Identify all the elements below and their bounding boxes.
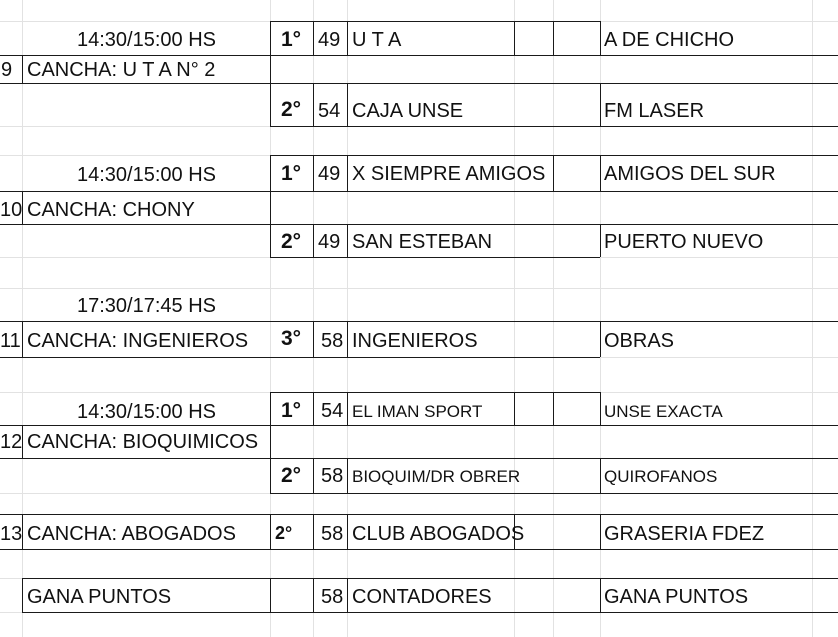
gridline [553, 0, 554, 637]
cell-border [347, 514, 348, 549]
cell-border [313, 321, 314, 357]
position: 3° [281, 327, 302, 350]
away-team: GANA PUNTOS [604, 586, 749, 608]
cell-border [553, 21, 554, 55]
position: 2° [281, 230, 302, 253]
cell-border [270, 578, 271, 612]
position: 1° [281, 28, 302, 51]
cell-border [514, 392, 515, 425]
cell-border [270, 155, 838, 156]
match-number: 12 [0, 431, 23, 453]
cell-border [313, 155, 314, 191]
cell-border [270, 392, 271, 493]
category: 58 [321, 465, 344, 487]
cell-border [313, 458, 314, 493]
cell-border [600, 224, 601, 257]
cell-border [0, 425, 838, 426]
away-team: AMIGOS DEL SUR [604, 163, 776, 185]
cancha-label: CANCHA: CHONY [27, 199, 195, 221]
home-team: U T A [352, 29, 402, 51]
match-time: 14:30/15:00 HS [77, 401, 216, 423]
cell-border [347, 392, 348, 425]
away-team: A DE CHICHO [604, 29, 735, 51]
cell-border [347, 155, 348, 191]
category: 54 [318, 100, 341, 122]
cell-border [270, 155, 271, 257]
match-number: 11 [0, 330, 21, 352]
cell-border [347, 224, 348, 257]
category: 49 [318, 163, 341, 185]
cell-border [22, 321, 23, 357]
home-team: INGENIEROS [352, 330, 478, 352]
away-team: PUERTO NUEVO [604, 231, 764, 253]
footer-label: GANA PUNTOS [27, 586, 172, 608]
cell-border [22, 578, 23, 612]
home-team: CONTADORES [352, 586, 492, 608]
home-team: BIOQUIM/DR OBRER [352, 467, 521, 486]
cell-border [0, 55, 838, 56]
cell-border [347, 458, 348, 493]
away-team: UNSE EXACTA [604, 402, 723, 421]
cell-border [600, 514, 601, 549]
cell-border [600, 155, 601, 191]
cell-border [600, 392, 601, 425]
cell-border [347, 321, 348, 357]
match-number: 10 [0, 199, 23, 221]
cell-border [0, 224, 838, 225]
cell-border [22, 578, 838, 579]
cell-border [347, 83, 348, 126]
cell-border [270, 392, 600, 393]
cell-border [270, 21, 271, 126]
cancha-label: CANCHA: BIOQUIMICOS [27, 431, 259, 453]
category: 58 [321, 586, 344, 608]
cell-border [347, 578, 348, 612]
position: 2° [281, 464, 302, 487]
gridline [0, 288, 838, 289]
cell-border [553, 155, 554, 191]
cell-border [0, 458, 838, 459]
away-team: QUIROFANOS [604, 467, 718, 486]
match-time: 14:30/15:00 HS [77, 29, 216, 51]
position: 2° [281, 98, 302, 121]
cell-border [22, 55, 23, 83]
cell-border [22, 612, 838, 613]
match-number: 13 [0, 523, 23, 545]
match-time: 17:30/17:45 HS [77, 295, 216, 317]
away-team: OBRAS [604, 330, 675, 352]
home-team: EL IMAN SPORT [352, 402, 483, 421]
category: 49 [318, 29, 341, 51]
cell-border [270, 257, 600, 258]
category: 54 [321, 400, 344, 422]
cell-border [600, 83, 601, 126]
cell-border [600, 458, 601, 493]
category: 58 [321, 330, 344, 352]
home-team: CAJA UNSE [352, 100, 464, 122]
category: 58 [321, 523, 344, 545]
cell-border [313, 83, 314, 126]
cell-border [0, 83, 838, 84]
match-number: 9 [1, 59, 13, 81]
cell-border [600, 321, 601, 357]
cell-border [600, 21, 601, 55]
match-time: 14:30/15:00 HS [77, 164, 216, 186]
cell-border [313, 578, 314, 612]
home-team: CLUB ABOGADOS [352, 523, 525, 545]
cell-border [347, 21, 348, 55]
cell-border [313, 21, 314, 55]
position: 1° [281, 399, 302, 422]
cell-border [270, 126, 838, 127]
cell-border [270, 514, 271, 549]
cell-border [313, 392, 314, 425]
cell-border [0, 357, 600, 358]
cancha-label: CANCHA: INGENIEROS [27, 330, 249, 352]
home-team: X SIEMPRE AMIGOS [352, 163, 546, 185]
cell-border [0, 321, 838, 322]
cell-border [270, 21, 600, 22]
cell-border [313, 514, 314, 549]
cell-border [270, 493, 838, 494]
gridline [812, 0, 813, 637]
cell-border [0, 549, 838, 550]
cancha-label: CANCHA: U T A N° 2 [27, 59, 216, 81]
cell-border [600, 578, 601, 612]
home-team: SAN ESTEBAN [352, 231, 493, 253]
cell-border [514, 21, 515, 55]
cell-border [0, 514, 838, 515]
cell-border [0, 191, 838, 192]
cell-border [553, 392, 554, 425]
cell-border [313, 224, 314, 257]
position: 1° [281, 162, 302, 185]
away-team: FM LASER [604, 100, 705, 122]
category: 49 [318, 231, 341, 253]
cancha-label: CANCHA: ABOGADOS [27, 523, 236, 545]
away-team: GRASERIA FDEZ [604, 523, 765, 545]
position: 2° [275, 523, 293, 543]
